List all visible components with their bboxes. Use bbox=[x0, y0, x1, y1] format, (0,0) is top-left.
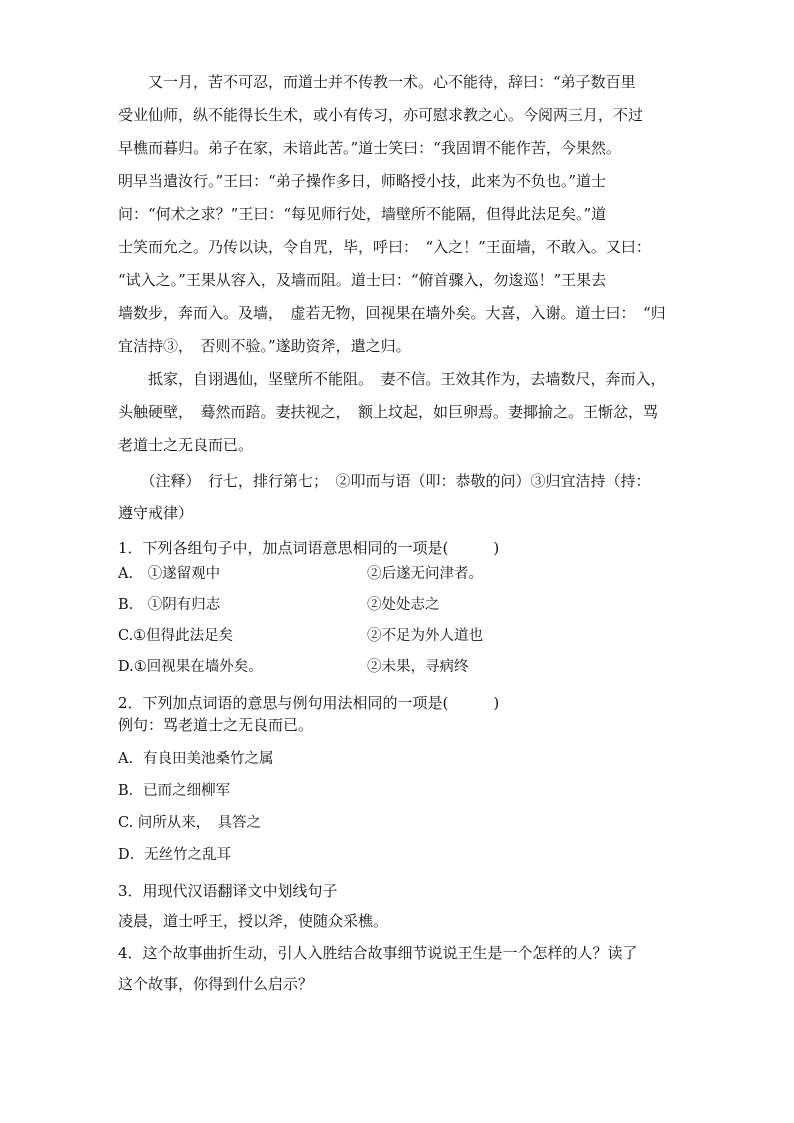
option-right: ②处处志之 bbox=[367, 597, 440, 613]
question-stem: 4．这个故事曲折生动，引人入胜结合故事细节说说王生是一个怎样的人？读了 bbox=[118, 944, 638, 962]
option-left: B. ①阴有归志 bbox=[118, 597, 221, 613]
option-left: A. ①遂留观中 bbox=[118, 566, 221, 582]
notes-line: （注释） 行七，排行第七； ②叩而与语（叩：恭敬的问）③归宜洁持（持： bbox=[118, 472, 651, 490]
passage-line: 墙数步，奔而入。及墙， 虚若无物，回视果在墙外矣。大喜，入谢。道士曰： “归 bbox=[118, 304, 666, 322]
option: A．有良田美池桑竹之属 bbox=[118, 751, 274, 767]
option: D．无丝竹之乱耳 bbox=[118, 847, 232, 863]
passage-line: 士笑而允之。乃传以诀，令自咒，毕，呼曰： “入之！”王面墙，不敢入。又曰： bbox=[118, 238, 651, 256]
passage-line: 问：“何术之求？”王曰：“每见师行处，墙壁所不能隔，但得此法足矣。”道 bbox=[118, 205, 607, 223]
notes-line: 遵守戒律） bbox=[118, 504, 194, 522]
passage-line: 头触硬壁， 蓦然而踣。妻扶视之， 额上坟起，如巨卵焉。妻揶揄之。王惭忿，骂 bbox=[118, 403, 659, 421]
passage-line: 宜洁持③， 否则不验。”遂助资斧，遣之归。 bbox=[118, 337, 411, 355]
passage-line: 老道士之无良而已。 bbox=[118, 436, 254, 454]
option-right: ②后遂无问津者。 bbox=[367, 566, 483, 582]
passage-line: 又一月，苦不可忍，而道士并不传教一术。心不能待，辞曰：“弟子数百里 bbox=[118, 73, 636, 91]
option-left: C.①但得此法足矣 bbox=[118, 628, 234, 644]
option: B．已而之细柳军 bbox=[118, 783, 231, 799]
translation-sentence: 凌晨，道士呼王，授以斧，使随众采樵。 bbox=[118, 912, 389, 930]
passage-line: 抵家，自诩遇仙，坚壁所不能阻。 妻不信。王效其作为，去墙数尺，奔而入， bbox=[118, 370, 666, 388]
passage-line: “试入之。”王果从容入，及墙而阻。道士曰：“俯首骤入，勿逡巡！”王果去 bbox=[118, 271, 607, 289]
option-right: ②未果，寻病终 bbox=[367, 659, 469, 675]
question-stem: 3．用现代汉语翻译文中划线句子 bbox=[118, 882, 338, 900]
passage-line: 早樵而暮归。弟子在家，未谙此苦。”道士笑曰：“我固谓不能作苦，今果然。 bbox=[118, 139, 621, 157]
example-sentence: 例句：骂老道士之无良而已。 bbox=[118, 716, 314, 734]
passage-line: 明早当遣汝行。”王曰：“弟子操作多日，师略授小技，此来为不负也。”道士 bbox=[118, 172, 607, 190]
passage-line: 受业仙师，纵不能得长生术，或小有传习，亦可慰求教之心。今阅两三月，不过 bbox=[118, 106, 644, 124]
option: C. 问所从来， 具答之 bbox=[118, 815, 262, 831]
question-stem: 1．下列各组句子中，加点词语意思相同的一项是( ) bbox=[118, 539, 500, 557]
option-left: D.①回视果在墙外矣。 bbox=[118, 659, 263, 675]
option-right: ②不足为外人道也 bbox=[367, 628, 483, 644]
question-stem: 2．下列加点词语的意思与例句用法相同的一项是( ) bbox=[118, 694, 500, 712]
question-stem-continued: 这个故事，你得到什么启示？ bbox=[118, 975, 314, 993]
